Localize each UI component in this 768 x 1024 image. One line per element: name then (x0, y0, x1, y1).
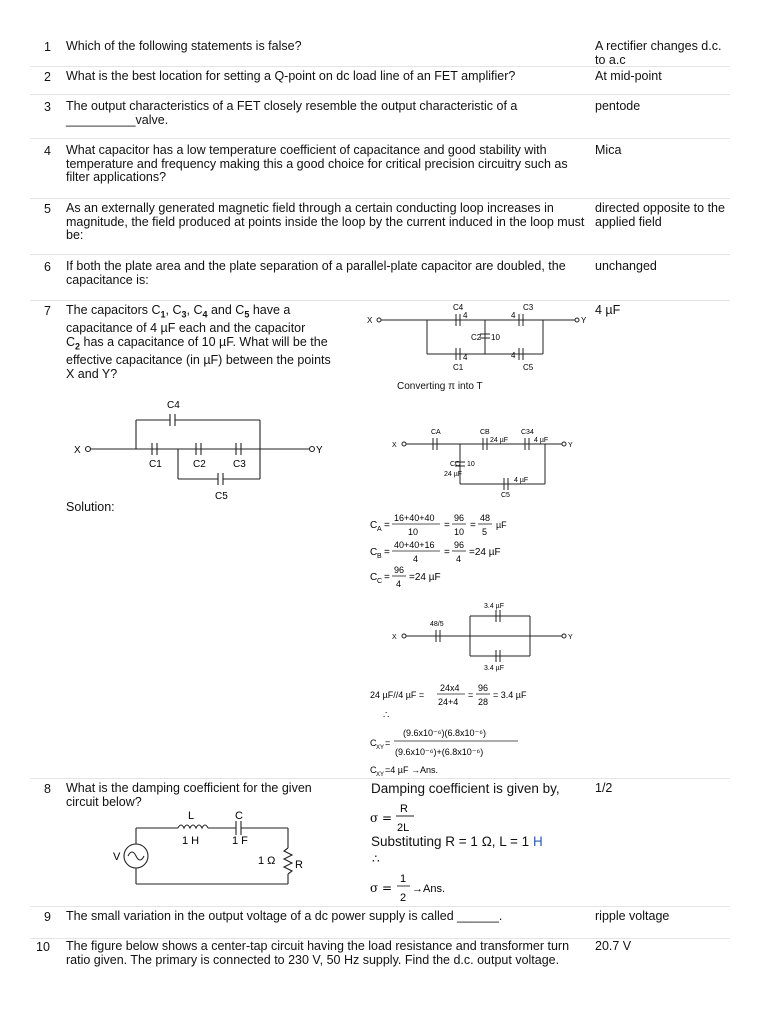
question-text: What capacitor has a low temperature coefficient of capacitance and good stability with temperature and frequency making this a good choice for critical precision circuitry such as filter applications? (66, 143, 568, 184)
svg-text:28: 28 (478, 697, 489, 707)
question-text: Which of the following statements is false? (66, 39, 302, 53)
c1-label: C1 (149, 459, 162, 470)
question-number: 8 (44, 782, 51, 796)
svg-text:24+4: 24+4 (438, 697, 459, 707)
svg-text:σ =: σ = (370, 881, 393, 895)
svg-text:4: 4 (413, 554, 419, 564)
question-number: 1 (44, 40, 51, 54)
svg-text:L: L (188, 810, 195, 822)
svg-text:C5: C5 (523, 363, 534, 372)
cxy-formula (370, 724, 540, 765)
pi-network-diagram (363, 300, 593, 380)
svg-text:→Ans.: →Ans. (412, 883, 446, 895)
svg-text:Y: Y (581, 316, 587, 325)
svg-text:10: 10 (491, 333, 500, 342)
svg-text:=: = (468, 690, 474, 700)
svg-text:C3: C3 (523, 303, 534, 312)
question-text: As an externally generated magnetic field through a certain conducting loop increases in magnitude, the field produced at points inside the loop by the current induced in the loop must be: (66, 201, 585, 242)
svg-text:σ =: σ = (370, 811, 393, 825)
svg-text:CB: CB (480, 429, 490, 436)
question-text: What is the damping coefficient for the given circuit below? (66, 781, 312, 809)
svg-text:96: 96 (394, 565, 405, 575)
svg-text:24x4: 24x4 (440, 683, 460, 693)
svg-text:48: 48 (480, 513, 491, 523)
question-text: The capacitors $C_1$, $C_3$, $C_4$ and $C_5$ have a capacitance of 4 µF each and the capacitor $C_2$ has a capacitance of 10 µF. What will be the effective capacitance (in µF) between the points X and Y? (66, 303, 331, 382)
therefore-symbol: ∴ (383, 710, 390, 721)
svg-text:X: X (367, 316, 373, 325)
svg-text:Y: Y (568, 634, 573, 641)
svg-text:=24 µF: =24 µF (469, 547, 501, 558)
svg-text:C: C (370, 520, 378, 531)
svg-text:C5: C5 (501, 492, 510, 499)
table-row (30, 256, 730, 301)
svg-text:2: 2 (400, 892, 407, 904)
svg-text:CC: CC (450, 461, 461, 468)
c5-label: C5 (215, 491, 228, 502)
therefore-symbol: ∴ (372, 852, 380, 866)
svg-text:CA: CA (431, 429, 441, 436)
svg-text:=: = (470, 520, 476, 531)
svg-text:=4 µF →Ans.: =4 µF →Ans. (385, 765, 438, 775)
answer-text: pentode (595, 99, 641, 113)
svg-text:=: = (384, 572, 390, 583)
svg-text:C: C (370, 765, 377, 775)
y-label: Y (316, 445, 323, 456)
svg-text:B: B (377, 553, 382, 560)
svg-text:XY: XY (376, 772, 385, 778)
svg-text:48/5: 48/5 (430, 621, 444, 628)
svg-text:1 Ω: 1 Ω (258, 855, 276, 867)
substituting-text: Substituting R = 1 Ω, L = 1 H (371, 834, 543, 849)
svg-text:C: C (370, 547, 378, 558)
svg-text:=: = (444, 520, 450, 531)
svg-text:16+40+40: 16+40+40 (394, 513, 435, 523)
question-number: 6 (44, 260, 51, 274)
table-row (30, 96, 730, 139)
svg-text:1 H: 1 H (182, 835, 200, 847)
table-row (30, 198, 730, 255)
table-row (30, 66, 730, 95)
damping-intro: Damping coefficient is given by, (371, 781, 560, 796)
svg-text:C: C (370, 572, 378, 583)
svg-text:X: X (392, 634, 397, 641)
svg-text:1: 1 (400, 873, 407, 885)
svg-text:R: R (400, 803, 408, 815)
svg-text:=: = (384, 547, 390, 558)
c2-label: C2 (193, 459, 206, 470)
table-row (30, 140, 730, 199)
svg-text:96: 96 (454, 513, 465, 523)
svg-text:C34: C34 (521, 429, 534, 436)
svg-text:4: 4 (511, 351, 516, 360)
svg-text:A: A (377, 526, 382, 533)
table-row (30, 936, 730, 986)
svg-text:=: = (384, 520, 390, 531)
svg-text:24 µF//4 µF =: 24 µF//4 µF = (370, 690, 425, 700)
svg-text:4: 4 (511, 311, 516, 320)
svg-text:5: 5 (482, 527, 488, 537)
svg-text:(9.6x10⁻⁶)(6.8x10⁻⁶): (9.6x10⁻⁶)(6.8x10⁻⁶) (403, 728, 486, 738)
q7-circuit-diagram (70, 395, 330, 505)
svg-text:C2: C2 (471, 333, 482, 342)
svg-text:4: 4 (463, 311, 468, 320)
svg-text:4: 4 (396, 579, 402, 589)
question-text: The output characteristics of a FET closely resemble the output characteristic of a __________valve. (66, 99, 518, 127)
svg-text:1 F: 1 F (232, 835, 248, 847)
svg-text:= 3.4 µF: = 3.4 µF (493, 690, 527, 700)
t-network-diagram (390, 422, 590, 502)
answer-text: At mid-point (595, 69, 662, 83)
rlc-circuit-diagram (108, 806, 308, 898)
svg-text:XY: XY (376, 745, 385, 751)
question-number: 7 (44, 304, 51, 318)
svg-text:24 µF: 24 µF (490, 437, 509, 444)
question-number: 3 (44, 100, 51, 114)
cc-formula (370, 564, 470, 593)
svg-text:96: 96 (478, 683, 489, 693)
simplified-circuit-diagram (390, 600, 580, 672)
question-number: 9 (44, 910, 51, 924)
answer-text: A rectifier changes d.c. to a.c (595, 39, 722, 67)
answer-text: unchanged (595, 259, 657, 273)
svg-text:4 µF: 4 µF (514, 477, 529, 484)
c3-label: C3 (233, 459, 246, 470)
svg-text:=: = (385, 738, 391, 748)
svg-text:C: C (377, 578, 383, 585)
svg-text:24 µF: 24 µF (444, 471, 463, 478)
svg-text:C: C (235, 810, 243, 822)
question-number: 5 (44, 202, 51, 216)
svg-text:2L: 2L (397, 822, 410, 834)
svg-text:C4: C4 (453, 303, 464, 312)
answer-text: Mica (595, 143, 622, 157)
question-text: The small variation in the output voltage of a dc power supply is called ______. (66, 909, 503, 923)
answer-text: 20.7 V (595, 939, 632, 953)
table-row (30, 36, 730, 67)
answer-text: directed opposite to the applied field (595, 201, 725, 229)
svg-text:X: X (392, 442, 397, 449)
question-number: 4 (44, 144, 51, 158)
c4-label: C4 (167, 400, 180, 411)
question-text: The figure below shows a center-tap circuit having the load resistance and transformer turn ratio given. The primary is connected to 230 V, 50 Hz supply. Find the d.c. output voltage. (66, 939, 570, 967)
svg-text:=24 µF: =24 µF (409, 572, 441, 583)
svg-text:10: 10 (467, 461, 475, 468)
ca-formula (370, 512, 540, 541)
answer-text: 4 µF (595, 303, 621, 317)
svg-text:3.4 µF: 3.4 µF (484, 665, 504, 672)
svg-text:C1: C1 (453, 363, 464, 372)
answer-text: ripple voltage (595, 909, 670, 923)
svg-text:4: 4 (456, 554, 462, 564)
svg-text:Y: Y (568, 442, 573, 449)
svg-text:4: 4 (463, 353, 468, 362)
question-text: What is the best location for setting a Q-point on dc load line of an FET amplifier? (66, 69, 516, 83)
svg-text:40+40+16: 40+40+16 (394, 540, 435, 550)
parallel-formula (370, 681, 560, 712)
svg-text:(9.6x10⁻⁶)+(6.8x10⁻⁶): (9.6x10⁻⁶)+(6.8x10⁻⁶) (395, 747, 484, 757)
question-text: If both the plate area and the plate separation of a parallel-plate capacitor are doubled, the capacitance is: (66, 259, 566, 287)
question-number: 10 (36, 940, 50, 954)
question-number: 2 (44, 70, 51, 84)
svg-text:R: R (295, 859, 303, 871)
x-label: X (74, 445, 81, 456)
answer-text: 1/2 (595, 781, 613, 795)
svg-text:V: V (113, 851, 121, 863)
svg-text:10: 10 (454, 527, 465, 537)
table-row (30, 906, 730, 939)
svg-text:3.4 µF: 3.4 µF (484, 603, 504, 610)
svg-text:10: 10 (408, 527, 419, 537)
svg-text:96: 96 (454, 540, 465, 550)
svg-text:C: C (370, 738, 377, 748)
svg-text:=: = (444, 547, 450, 558)
svg-text:4 µF: 4 µF (534, 437, 549, 444)
solution-label: Solution: (66, 500, 115, 514)
svg-text:µF: µF (496, 520, 507, 530)
converting-label: Converting π into T (397, 381, 483, 392)
